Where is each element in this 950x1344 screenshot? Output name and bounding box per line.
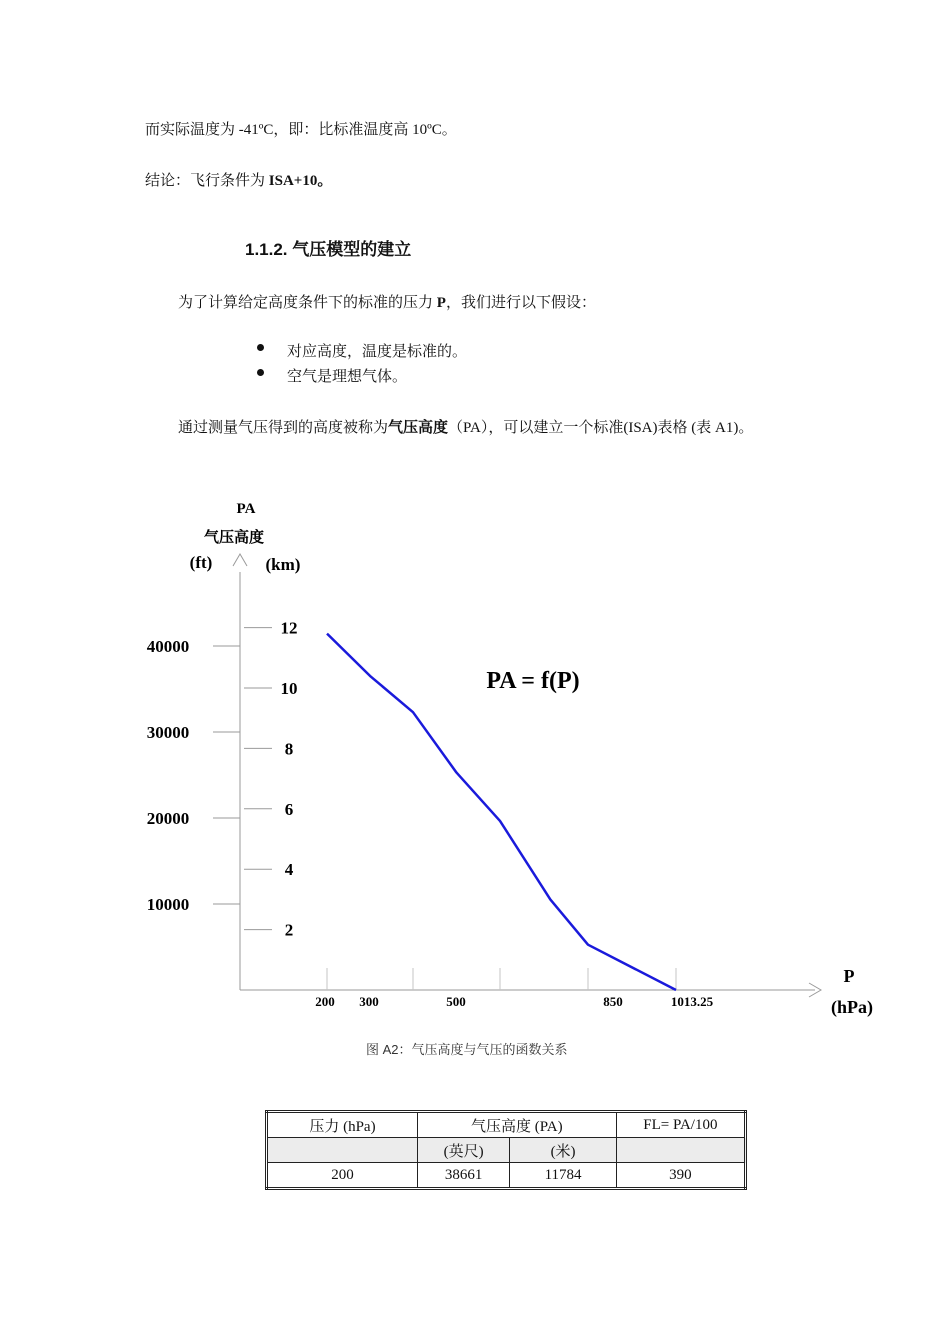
table-cell: 390 — [616, 1163, 745, 1189]
figure-caption: 图 A2：气压高度与气压的函数关系 — [366, 1042, 568, 1057]
paragraph-conclusion — [145, 169, 332, 190]
pressure-altitude-chart — [0, 480, 950, 1040]
conclusion-bold: ISA+10。 — [268, 173, 333, 189]
bullet-icon — [257, 344, 264, 351]
subheader-cell — [616, 1138, 745, 1163]
km-tick-label: 8 — [284, 739, 294, 759]
chart-axes — [233, 554, 821, 997]
list-item: 对应高度，温度是标准的。 — [287, 344, 468, 360]
ft-tick-label: 40000 — [146, 637, 190, 656]
km-tick-label: 10 — [280, 679, 298, 698]
header-fl: FL= PA/100 — [616, 1112, 745, 1138]
table-cell: 38661 — [417, 1163, 509, 1189]
paragraph-intro — [178, 291, 596, 312]
table-cell: 11784 — [510, 1163, 616, 1189]
pa-suffix: （PA），可以建立一个标准(ISA)表格 (表 A1)。 — [448, 420, 754, 436]
pa-text: 通过测量气压得到的高度被称为 — [178, 420, 389, 436]
x-unit: (hPa) — [831, 997, 873, 1017]
pa-bold: 气压高度 — [388, 420, 449, 436]
km-tick-label: 4 — [284, 860, 294, 880]
subheader-feet: (英尺) — [417, 1138, 509, 1163]
paragraph-temperature: 而实际温度为 -41ºC，即：比标准温度高 10ºC。 — [145, 122, 457, 138]
formula-label: PA = f(P) — [486, 668, 580, 694]
x-tick-label: 850 — [603, 994, 623, 1009]
ft-tick-label: 20000 — [146, 809, 190, 828]
subheader-cell — [267, 1138, 418, 1163]
subheader-meters: (米) — [510, 1138, 616, 1163]
km-tick-label: 12 — [280, 618, 298, 638]
y-axis-arrow-icon — [233, 554, 247, 566]
ft-tick-label: 10000 — [146, 895, 190, 914]
table-header-row — [267, 1112, 746, 1138]
intro-suffix: ，我们进行以下假设： — [445, 295, 596, 311]
header-pressure: 压力 (hPa) — [267, 1112, 418, 1138]
list-item: 空气是理想气体。 — [287, 369, 408, 385]
paragraph-pa — [178, 416, 753, 437]
table-cell: 200 — [267, 1163, 418, 1189]
bullet-icon — [257, 369, 264, 376]
conclusion-text: 结论：飞行条件为 — [145, 173, 269, 189]
y-axis-subtitle: 气压高度 — [203, 528, 265, 546]
x-axis-title: P — [843, 966, 855, 986]
x-tick-label: 1013.25 — [670, 994, 714, 1009]
km-tick-label: 6 — [284, 799, 294, 819]
km-tick-label: 2 — [284, 920, 294, 940]
table-row — [267, 1163, 746, 1189]
isa-table — [265, 1110, 747, 1190]
y-axis-title: PA — [236, 501, 256, 517]
section-heading: 1.1.2. 气压模型的建立 — [245, 240, 412, 259]
intro-text: 为了计算给定高度条件下的标准的压力 — [178, 295, 437, 311]
x-tick-label: 200 — [315, 994, 335, 1009]
ft-tick-label: 30000 — [146, 723, 190, 742]
table-subheader-row — [267, 1138, 746, 1163]
intro-bold: P — [436, 295, 446, 311]
header-pa: 气压高度 (PA) — [417, 1112, 616, 1138]
y-unit-ft: (ft) — [189, 553, 213, 572]
y-unit-km: (km) — [265, 555, 301, 574]
x-tick-label: 500 — [446, 994, 466, 1009]
x-tick-label: 300 — [359, 994, 379, 1009]
chart-ticks — [147, 619, 714, 1009]
